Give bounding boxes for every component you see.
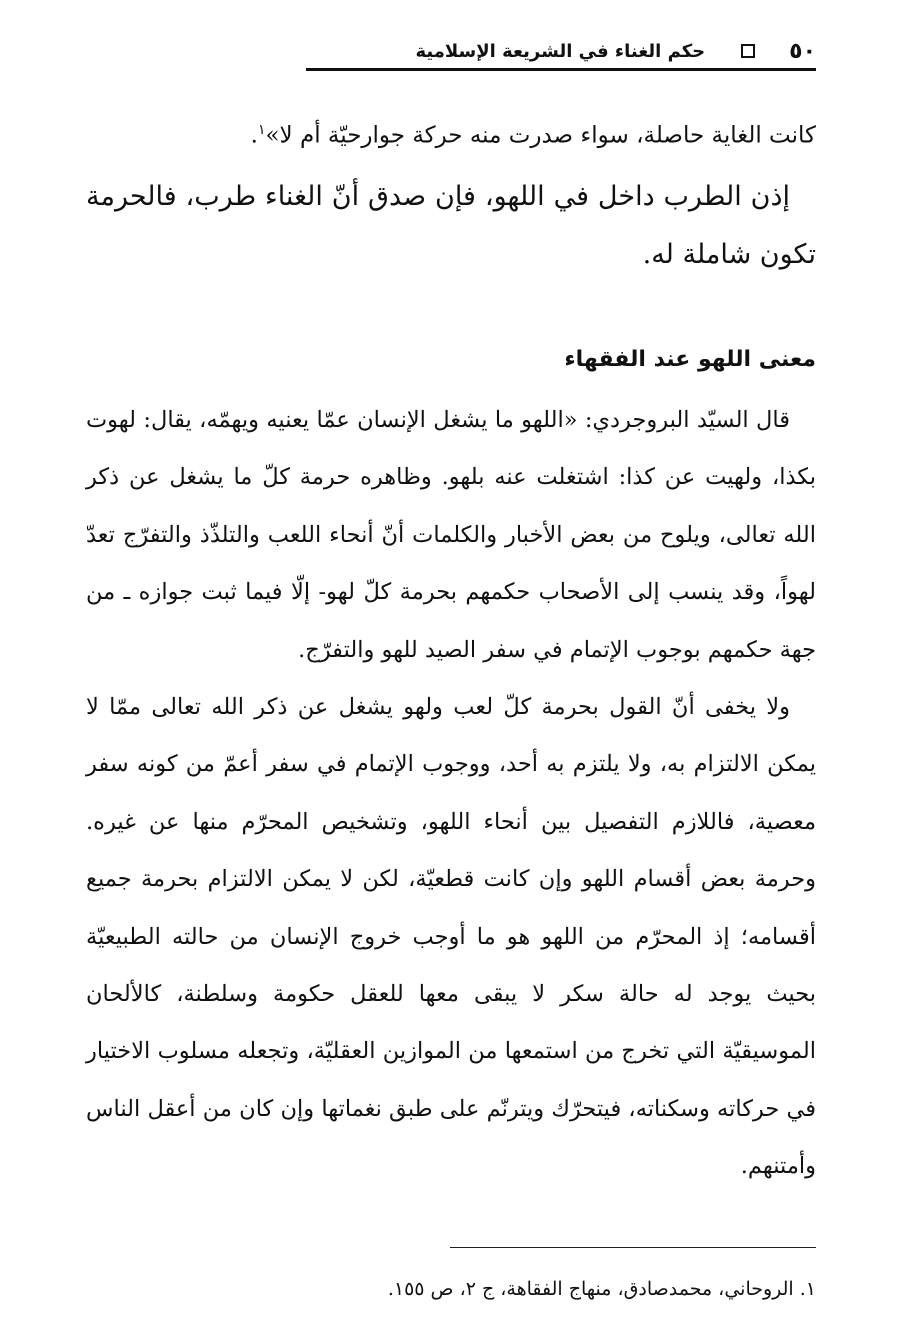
running-header	[306, 34, 816, 71]
intro-text: كانت الغاية حاصلة، سواء صدرت منه حركة جوارحيّة أم لا»	[265, 122, 816, 149]
book-page	[86, 0, 816, 1340]
intro-end: .	[250, 122, 258, 149]
footnote-divider	[450, 1247, 816, 1248]
square-ornament-icon	[741, 44, 755, 58]
footnote: ١. الروحاني، محمدصادق، منهاج الفقاهة، ج ٢، ص ١٥٥.	[387, 1278, 816, 1300]
paragraph-1: قال السيّد البروجردي: «اللهو ما يشغل الإنسان عمّا يعنيه ويهمّه، يقال: لهوت بكذا، ولهيت عن كذا: اشتغلت عنه بلهو. وظاهره حرمة كلّ ما يشغل عن ذكر الله تعالى، ويلوح من بعض الأخبار والكلمات أنّ أنحاء اللعب والتلذّذ والتفرّج تعدّ لهواً، وقد ينسب إلى الأصحاب حكمهم بحرمة كلّ لهو- إلّا فيما ثبت جوازه ـ من جهة حكمهم بوجوب الإتمام في سفر الصيد للهو والتفرّج.	[86, 407, 816, 663]
body-text	[86, 392, 816, 1196]
book-title: حكم الغناء في الشريعة الإسلامية	[415, 40, 706, 62]
page-number: ٥٠	[789, 38, 816, 64]
footnote-mark: ١	[257, 122, 266, 138]
section-heading: معنى اللهو عند الفقهاء	[564, 347, 816, 372]
intro-line	[86, 112, 816, 154]
intro-paragraph: إذن الطرب داخل في اللهو، فإن صدق أنّ الغناء طرب، فالحرمة تكون شاملة له.	[86, 181, 816, 270]
paragraph-2: ولا يخفى أنّ القول بحرمة كلّ لعب ولهو يشغل عن ذكر الله تعالى ممّا لا يمكن الالتزام به، ولا يلتزم به أحد، ووجوب الإتمام في سفر أعمّ من كونه سفر معصية، فاللازم التفصيل بين أنحاء اللهو، وتشخيص المحرّم منها عن غيره. وحرمة بعض أقسام اللهو وإن كانت قطعيّة، لكن لا يمكن الالتزام بحرمة جميع أقسامه؛ إذ المحرّم من اللهو هو ما أوجب خروج الإنسان من حالته الطبيعيّة بحيث يوجد له حالة سكر لا يبقى معها للعقل حكومة وسلطنة، كالألحان الموسيقيّة التي تخرج من استمعها من الموازين العقليّة، وتجعله مسلوب الاختيار في حركاته وسكناته، فيتحرّك ويترنّم على طبق نغماتها وإن كان من أعقل الناس وأمتنهم.	[86, 694, 816, 1180]
